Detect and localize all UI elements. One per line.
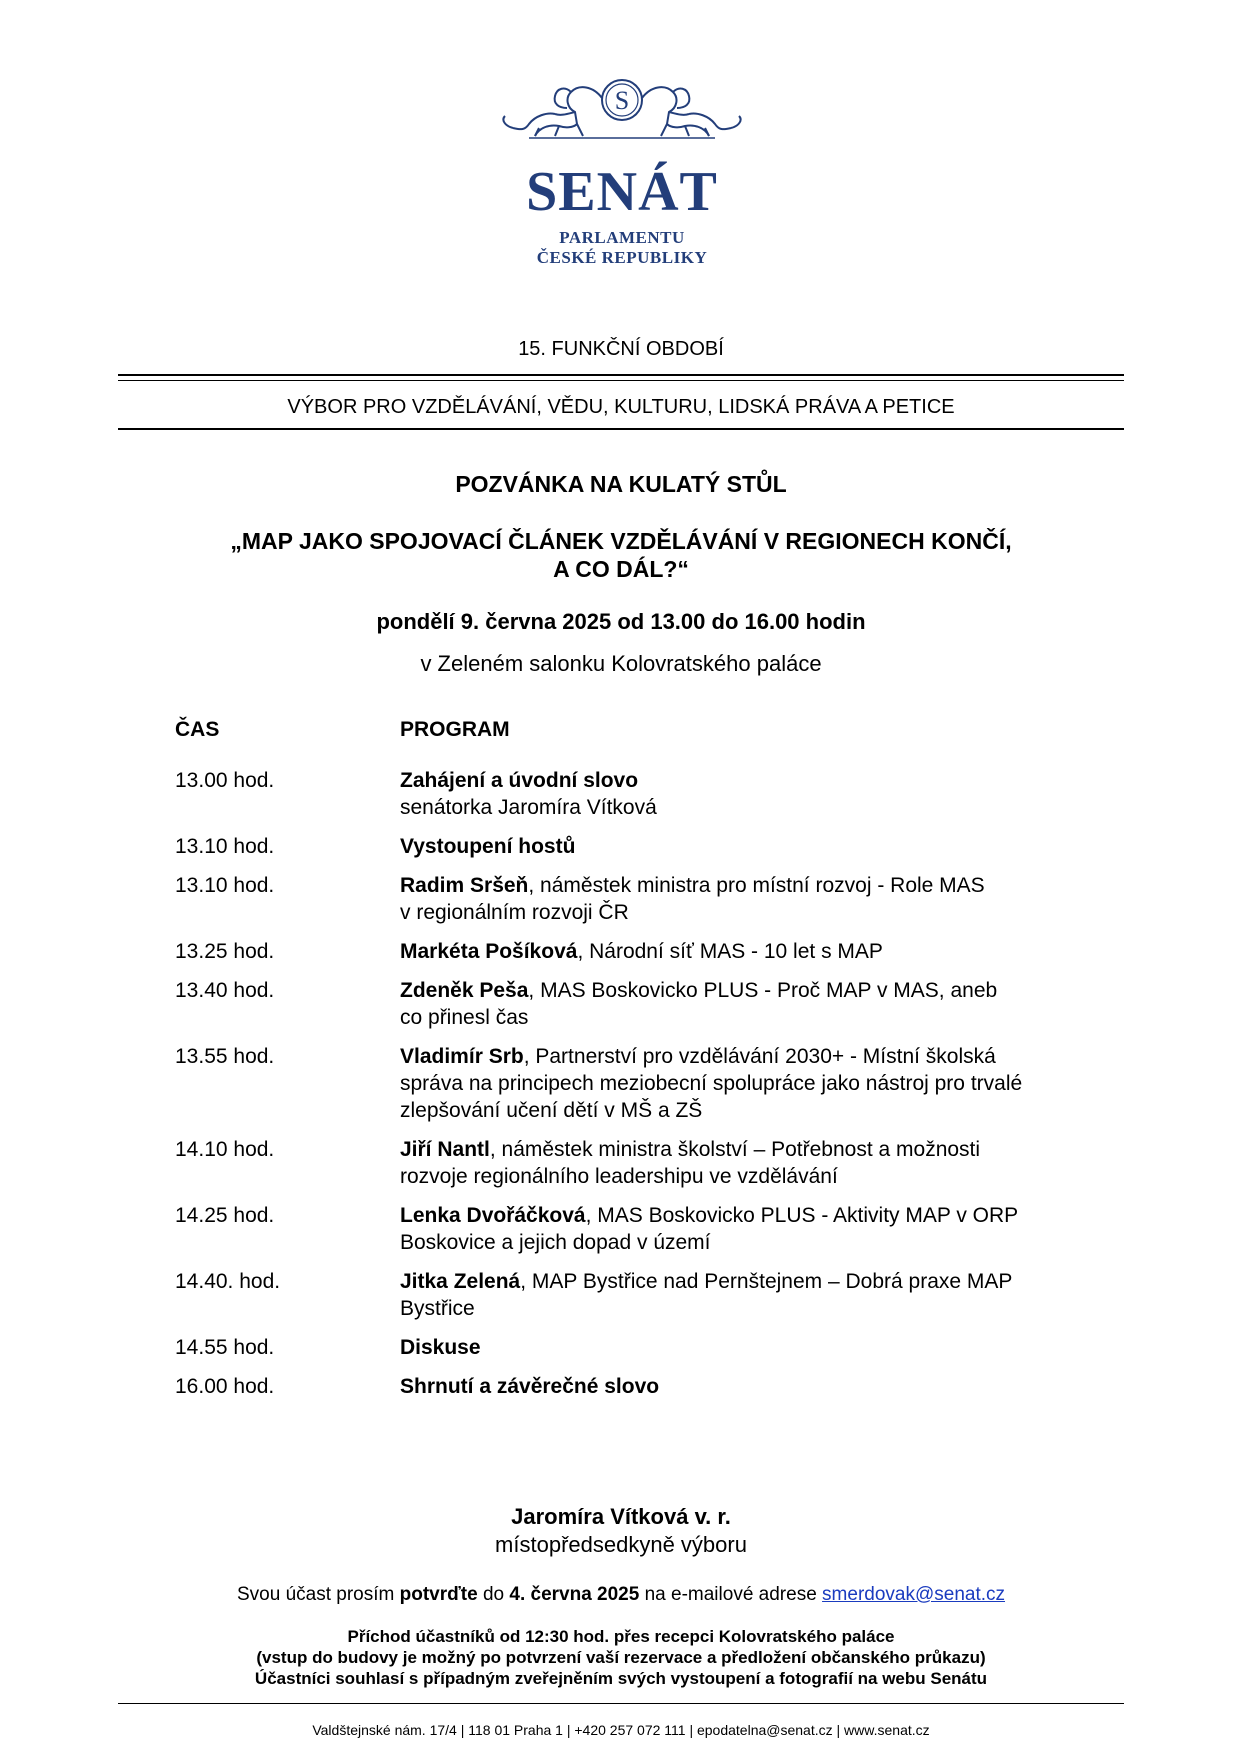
row-speaker: Jiří Nantl xyxy=(400,1138,490,1161)
row-time: 13.25 hod. xyxy=(175,940,275,963)
logo-line-1: PARLAMENTU xyxy=(559,228,685,247)
logo-line-2: ČESKÉ REPUBLIKY xyxy=(536,248,708,267)
footer-contact: Valdštejnské nám. 17/4 | 118 01 Praha 1 | +420 257 072 111 | epodatelna@senat.cz | www.senat.cz xyxy=(312,1722,930,1738)
row-topic-cont: v regionálním rozvoji ČR xyxy=(400,901,629,924)
row-topic-cont: senátorka Jaromíra Vítková xyxy=(400,796,657,819)
row-time: 14.55 hod. xyxy=(175,1336,275,1359)
row-time: 16.00 hod. xyxy=(175,1375,275,1398)
event-title-line-1: „MAP JAKO SPOJOVACÍ ČLÁNEK VZDĚLÁVÁNÍ V REGIONECH KONČÍ, xyxy=(230,528,1012,554)
note-arrival: Příchod účastníků od 12:30 hod. přes recepci Kolovratského paláce xyxy=(347,1627,895,1646)
row-time: 14.25 hod. xyxy=(175,1204,275,1227)
row-speaker: Diskuse xyxy=(400,1336,481,1359)
row-time: 14.40. hod. xyxy=(175,1270,281,1293)
row-topic-cont: správa na principech meziobecní spolupráce jako nástroj pro trvalé xyxy=(400,1072,1023,1095)
divider-bottom xyxy=(118,428,1124,430)
rsvp-text-2: do xyxy=(477,1584,510,1605)
row-speaker: Vystoupení hostů xyxy=(400,835,576,858)
rsvp-text-3: na e-mailové adrese xyxy=(639,1584,823,1605)
row-topic: , náměstek ministra pro místní rozvoj - Role MAS xyxy=(528,874,985,897)
row-time: 13.10 hod. xyxy=(175,835,275,858)
rsvp-email-link[interactable]: smerdovak@senat.cz xyxy=(822,1584,1006,1605)
rsvp-text-1: Svou účast prosím xyxy=(236,1584,400,1605)
row-time: 13.10 hod. xyxy=(175,874,275,897)
committee-name: VÝBOR PRO VZDĚLÁVÁNÍ, VĚDU, KULTURU, LIDSKÁ PRÁVA A PETICE xyxy=(287,396,955,418)
row-time: 14.10 hod. xyxy=(175,1138,275,1161)
row-speaker: Zdeněk Peša xyxy=(400,979,529,1002)
senate-logo xyxy=(495,78,749,268)
logo-name: SENÁT xyxy=(526,161,718,223)
divider-top xyxy=(118,374,1124,376)
note-entry: (vstup do budovy je možný po potvrzení vaší rezervace a předložení občanského průkazu) xyxy=(256,1648,986,1667)
event-date: pondělí 9. června 2025 od 13.00 do 16.00 hodin xyxy=(376,609,866,634)
row-speaker: Vladimír Srb xyxy=(400,1045,524,1068)
row-speaker: Radim Sršeň xyxy=(400,874,529,897)
row-topic: , Národní síť MAS - 10 let s MAP xyxy=(577,940,883,963)
row-topic: , MAS Boskovicko PLUS - Aktivity MAP v ORP xyxy=(585,1204,1019,1227)
row-speaker: Markéta Pošíková xyxy=(400,940,578,963)
row-topic: , MAS Boskovicko PLUS - Proč MAP v MAS, aneb xyxy=(528,979,998,1002)
rsvp-deadline: 4. června 2025 xyxy=(509,1584,640,1605)
footer-divider xyxy=(118,1703,1124,1704)
row-topic: , náměstek ministra školství – Potřebnost a možnosti xyxy=(489,1138,981,1161)
col-time-header: ČAS xyxy=(175,718,220,741)
row-topic: , MAP Bystřice nad Pernštejnem – Dobrá praxe MAP xyxy=(520,1270,1013,1293)
monogram-letter: S xyxy=(614,86,630,115)
row-topic-cont: Bystřice xyxy=(400,1297,475,1320)
row-topic-cont: rozvoje regionálního leadershipu ve vzdělávání xyxy=(400,1165,838,1188)
note-consent: Účastníci souhlasí s případným zveřejněním svých vystoupení a fotografií na webu Senátu xyxy=(254,1669,988,1688)
row-speaker: Shrnutí a závěrečné slovo xyxy=(400,1375,660,1398)
row-speaker: Lenka Dvořáčková xyxy=(400,1204,586,1227)
invitation-heading: POZVÁNKA NA KULATÝ STŮL xyxy=(455,471,787,497)
rsvp-line xyxy=(0,1584,1242,1606)
row-speaker: Jitka Zelená xyxy=(400,1270,521,1293)
event-title-line-2: A CO DÁL?“ xyxy=(553,556,689,582)
row-time: 13.40 hod. xyxy=(175,979,275,1002)
rsvp-confirm: potvrďte xyxy=(399,1584,478,1605)
row-topic: , Partnerství pro vzdělávání 2030+ - Místní školská xyxy=(523,1045,996,1068)
row-time: 13.55 hod. xyxy=(175,1045,275,1068)
row-time: 13.00 hod. xyxy=(175,769,275,792)
row-speaker: Zahájení a úvodní slovo xyxy=(400,769,639,792)
divider-top-thin xyxy=(118,380,1124,381)
term-label: 15. FUNKČNÍ OBDOBÍ xyxy=(518,338,724,360)
event-venue: v Zeleném salonku Kolovratského paláce xyxy=(420,651,822,676)
row-topic-cont-2: zlepšování učení dětí v MŠ a ZŠ xyxy=(400,1099,703,1122)
row-topic-cont: co přinesl čas xyxy=(400,1006,529,1029)
col-program-header: PROGRAM xyxy=(400,718,510,741)
signature-role: místopředsedkyně výboru xyxy=(495,1532,747,1557)
row-topic-cont: Boskovice a jejich dopad v území xyxy=(400,1231,711,1254)
signature-name: Jaromíra Vítková v. r. xyxy=(511,1504,731,1529)
